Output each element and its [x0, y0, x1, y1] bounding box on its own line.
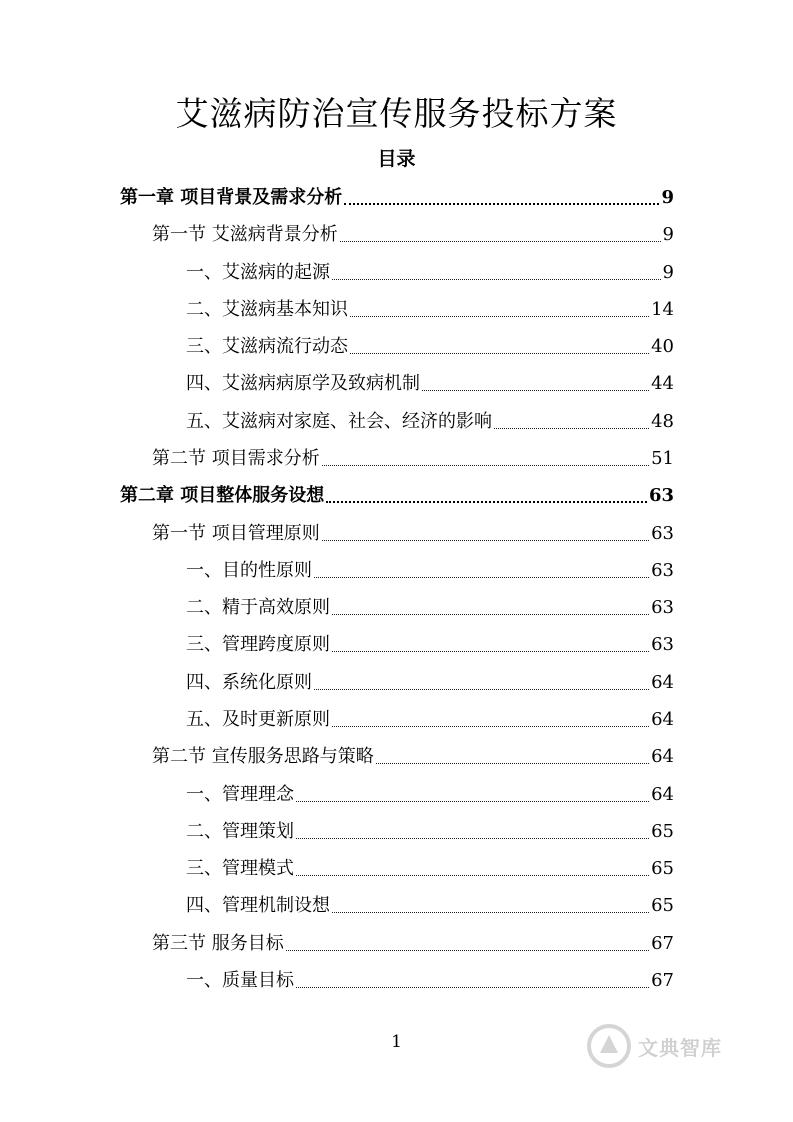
toc-entry-page: 40 — [651, 336, 674, 357]
toc-leader-dots — [322, 539, 649, 541]
toc-leader-dots — [332, 613, 649, 615]
toc-leader-dots — [322, 464, 649, 466]
toc-leader-dots — [326, 500, 647, 503]
toc-entry-label: 四、系统化原则 — [186, 672, 312, 693]
toc-entry-label: 二、精于高效原则 — [186, 597, 330, 618]
toc-leader-dots — [296, 874, 649, 876]
toc-leader-dots — [286, 949, 649, 951]
toc-entry-page: 64 — [651, 746, 674, 767]
toc-entry[interactable] — [186, 665, 674, 695]
toc-entry-label: 第一节 艾滋病背景分析 — [152, 224, 338, 245]
toc-entry[interactable] — [186, 851, 674, 881]
toc-entry-label: 第二章 项目整体服务设想 — [120, 485, 325, 506]
toc-entry-label: 五、艾滋病对家庭、社会、经济的影响 — [186, 411, 492, 432]
toc-entry-page: 65 — [651, 895, 674, 916]
toc-entry-page: 14 — [651, 299, 674, 320]
toc-entry-page: 67 — [651, 933, 674, 954]
toc-leader-dots — [296, 837, 649, 839]
toc-entry-label: 五、及时更新原则 — [186, 709, 330, 730]
toc-entry-page: 63 — [651, 597, 674, 618]
toc-leader-dots — [376, 762, 649, 764]
toc-entry-label: 二、艾滋病基本知识 — [186, 299, 348, 320]
toc-entry-page: 64 — [651, 672, 674, 693]
toc-entry[interactable] — [186, 814, 674, 844]
toc-entry-page: 64 — [651, 784, 674, 805]
toc-leader-dots — [332, 725, 649, 727]
toc-entry[interactable] — [186, 590, 674, 620]
toc-heading: 目录 — [377, 148, 416, 170]
document-title: 艾滋病防治宣传服务投标方案 — [175, 94, 618, 133]
toc-entry[interactable] — [186, 627, 674, 657]
toc-leader-dots — [422, 389, 649, 391]
toc-entry[interactable] — [186, 292, 674, 322]
toc-leader-dots — [340, 240, 661, 242]
toc-entry-label: 二、管理策划 — [186, 821, 294, 842]
toc-entry[interactable] — [186, 404, 674, 434]
watermark-logo-icon — [586, 1023, 632, 1069]
toc-entry[interactable] — [186, 888, 674, 918]
toc-entry-page: 44 — [651, 373, 674, 394]
toc-entry[interactable] — [120, 180, 674, 210]
toc-leader-dots — [314, 688, 649, 690]
toc-entry-page: 9 — [661, 187, 674, 208]
toc-entry[interactable] — [186, 553, 674, 583]
watermark-text: 文典智库 — [638, 1035, 722, 1060]
toc-entry-label: 第二节 项目需求分析 — [152, 448, 320, 469]
toc-entry-page: 63 — [648, 485, 674, 506]
toc-entry-page: 63 — [651, 634, 674, 655]
toc-entry-label: 第一章 项目背景及需求分析 — [120, 187, 343, 208]
toc-entry[interactable] — [186, 366, 674, 396]
toc-entry-page: 64 — [651, 709, 674, 730]
toc-entry-page: 63 — [651, 560, 674, 581]
toc-entry[interactable] — [186, 329, 674, 359]
toc-entry[interactable] — [152, 926, 674, 956]
toc-entry-label: 一、管理理念 — [186, 784, 294, 805]
toc-entry-page: 9 — [662, 262, 674, 283]
toc-entry-label: 第三节 服务目标 — [152, 933, 284, 954]
toc-entry[interactable] — [186, 702, 674, 732]
toc-entry[interactable] — [152, 739, 674, 769]
toc-entry-label: 三、管理模式 — [186, 858, 294, 879]
toc-leader-dots — [350, 315, 649, 317]
toc-entry-page: 9 — [662, 224, 674, 245]
toc-entry-page: 65 — [651, 858, 674, 879]
toc-entry[interactable] — [186, 777, 674, 807]
toc-entry[interactable] — [186, 255, 674, 285]
toc-entry-page: 63 — [651, 523, 674, 544]
toc-entry-label: 一、目的性原则 — [186, 560, 312, 581]
toc-leader-dots — [296, 800, 649, 802]
toc-leader-dots — [332, 911, 649, 913]
toc-entry[interactable] — [120, 478, 674, 508]
toc-leader-dots — [314, 576, 649, 578]
watermark — [586, 1018, 776, 1074]
toc-leader-dots — [494, 427, 649, 429]
toc-entry-label: 一、艾滋病的起源 — [186, 262, 330, 283]
toc-entry-label: 三、管理跨度原则 — [186, 634, 330, 655]
toc-entry-label: 四、艾滋病病原学及致病机制 — [186, 373, 420, 394]
toc-entry-label: 一、质量目标 — [186, 970, 294, 991]
toc-entry[interactable] — [186, 963, 674, 993]
toc-entry[interactable] — [152, 217, 674, 247]
toc-entry-label: 四、管理机制设想 — [186, 895, 330, 916]
toc-entry-label: 三、艾滋病流行动态 — [186, 336, 348, 357]
toc-entry[interactable] — [152, 441, 674, 471]
toc-entry-label: 第一节 项目管理原则 — [152, 523, 320, 544]
toc-entry-page: 67 — [651, 970, 674, 991]
toc-entry-page: 51 — [651, 448, 674, 469]
page-number: 1 — [391, 1032, 402, 1052]
toc-leader-dots — [332, 650, 649, 652]
toc-leader-dots — [344, 202, 659, 205]
toc-leader-dots — [350, 352, 649, 354]
toc-leader-dots — [296, 986, 649, 988]
toc-entry[interactable] — [152, 516, 674, 546]
toc-entry-label: 第二节 宣传服务思路与策略 — [152, 746, 374, 767]
toc-entry-page: 48 — [651, 411, 674, 432]
toc-entry-page: 65 — [651, 821, 674, 842]
toc-leader-dots — [332, 278, 661, 280]
